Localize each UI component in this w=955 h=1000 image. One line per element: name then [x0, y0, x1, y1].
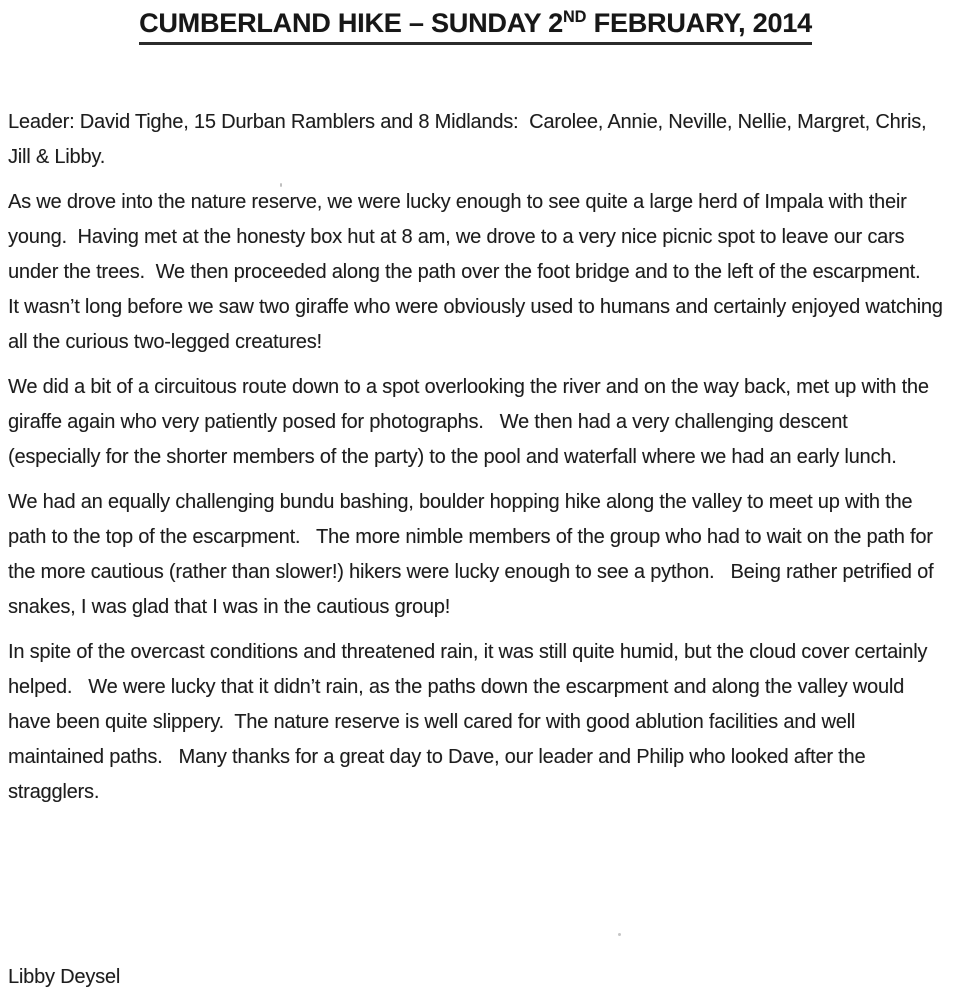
scan-artifact — [618, 933, 621, 936]
body-paragraph-3: We had an equally challenging bundu bashing, boulder hopping hike along the valley to meet up with the path to the top of the escarpment. The more nimble members of the group who had to wait on the path for the more cautious (rather than slower!) hikers were lucky enough to see a python. Being rather petrified of snakes, I was glad that I was in the cautious group! — [8, 490, 939, 618]
title-ordinal-superscript: ND — [562, 8, 587, 26]
title-text: CUMBERLAND HIKE – SUNDAY 2 — [139, 8, 563, 38]
document-title — [8, 8, 943, 45]
title-text-rest: FEBRUARY, 2014 — [586, 8, 812, 38]
leader-paragraph: Leader: David Tighe, 15 Durban Ramblers and 8 Midlands: Carolee, Annie, Neville, Nellie, Margret, Chris, Jill & Libby. — [8, 110, 932, 168]
body-paragraph-4: In spite of the overcast conditions and threatened rain, it was still quite humid, but the cloud cover certainly helped. We were lucky that it didn’t rain, as the paths down the escarpment and along the valley would have been quite slippery. The nature reserve is well cared for with good ablution facilities and well maintained paths. Many thanks for a great day to Dave, our leader and Philip who looked after the stragglers. — [8, 640, 933, 803]
body-paragraph-2: We did a bit of a circuitous route down to a spot overlooking the river and on the way back, met up with the giraffe again who very patiently posed for photographs. We then had a very challenging descent (especially for the shorter members of the party) to the pool and waterfall where we had an early lunch. — [8, 375, 935, 468]
scan-artifact — [280, 183, 282, 187]
body-paragraph-1: As we drove into the nature reserve, we were lucky enough to see quite a large herd of Impala with their young. Having met at the honesty box hut at 8 am, we drove to a very nice picnic spot to leave our cars under the trees. We then proceeded along the path over the foot bridge and to the left of the escarpment. It wasn’t long before we saw two giraffe who were obviously used to humans and certainly enjoyed watching all the curious two-legged creatures! — [8, 190, 949, 353]
title-underline — [139, 9, 812, 45]
signature: Libby Deysel — [8, 966, 121, 988]
